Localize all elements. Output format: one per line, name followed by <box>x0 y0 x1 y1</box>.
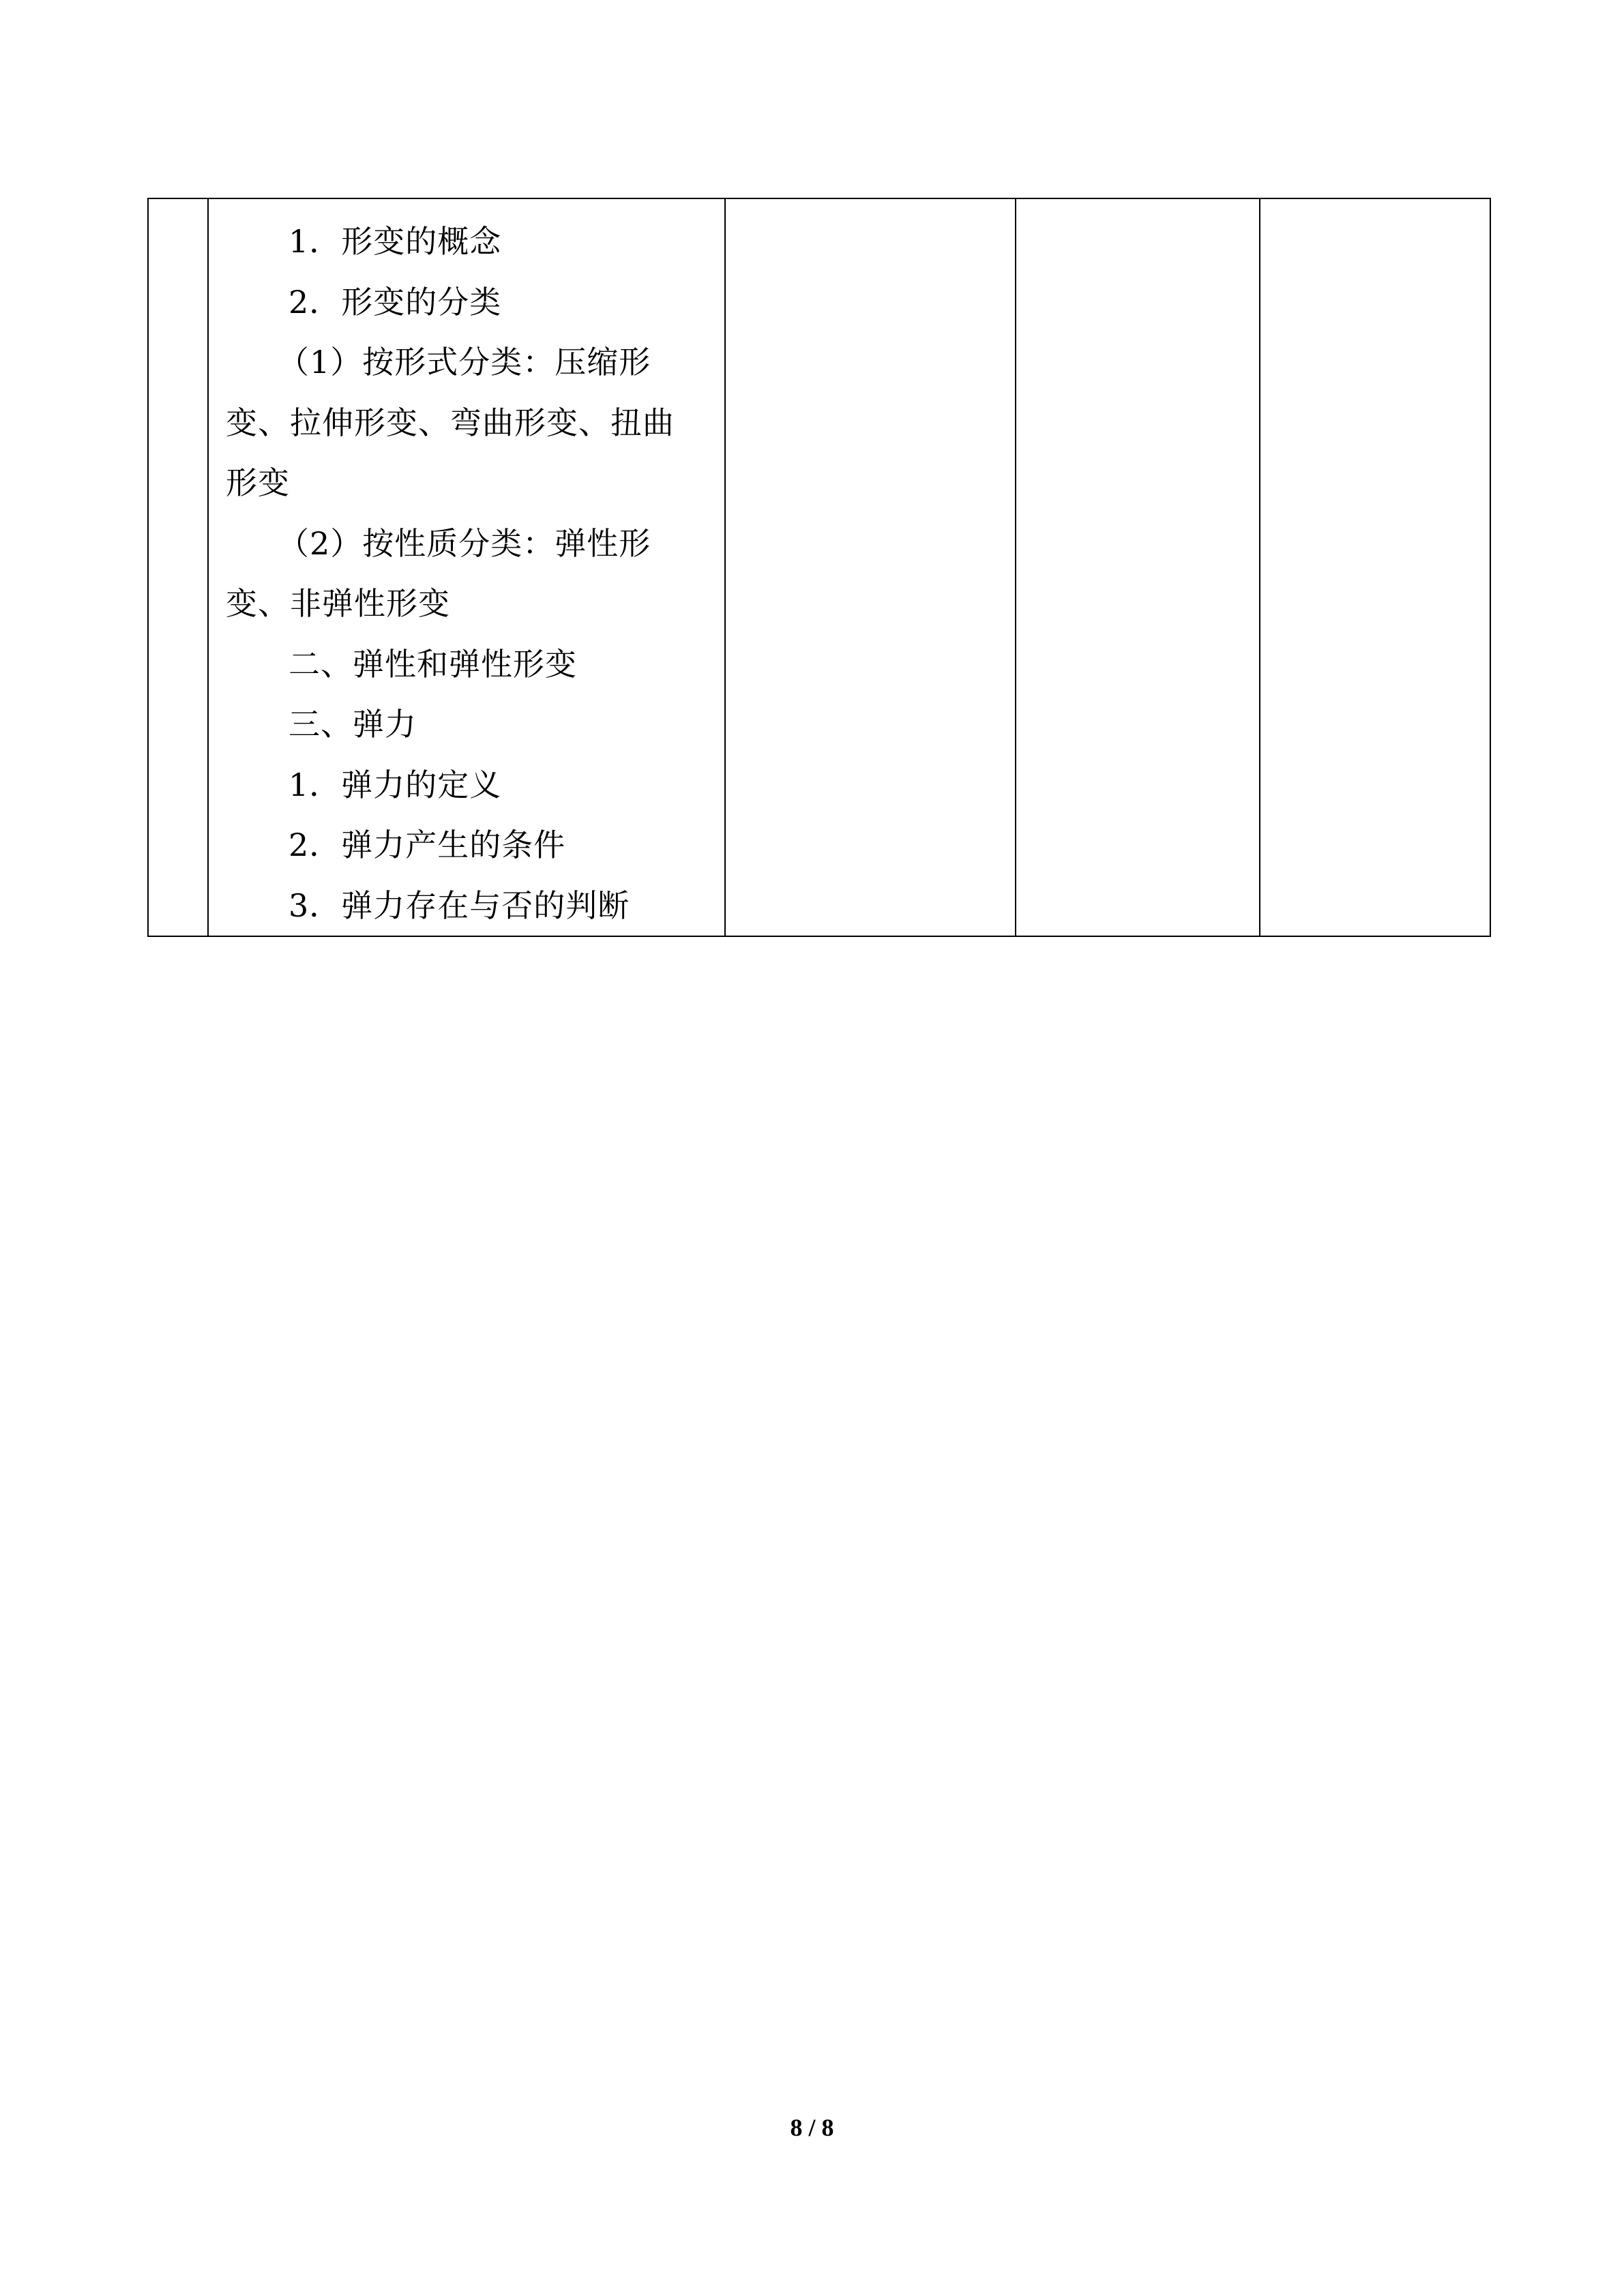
text-line: 变、拉伸形变、弯曲形变、扭曲 <box>226 404 675 441</box>
table-cell-empty <box>148 198 208 936</box>
table-cell-empty <box>1260 198 1490 936</box>
text-line: 二、弹性和弹性形变 <box>289 645 577 683</box>
text-line: （1）按形式分类：压缩形 <box>278 344 651 381</box>
page-number: 8 / 8 <box>790 2114 834 2141</box>
text-line: 1．弹力的定义 <box>289 766 502 803</box>
table-cell-empty <box>725 198 1016 936</box>
text-line: 形变 <box>226 464 290 501</box>
text-line: 三、弹力 <box>289 706 417 743</box>
table-cell-empty <box>1016 198 1260 936</box>
table-cell-content <box>208 198 725 936</box>
text-line: 2．弹力产生的条件 <box>289 826 566 863</box>
text-line: 3．弹力存在与否的判断 <box>289 886 630 924</box>
lesson-table <box>147 198 1491 937</box>
text-line: （2）按性质分类：弹性形 <box>278 524 651 562</box>
table-row <box>148 198 1490 936</box>
text-line: 1．形变的概念 <box>289 223 502 260</box>
text-line: 变、非弹性形变 <box>226 585 450 622</box>
text-line: 2．形变的分类 <box>289 283 502 320</box>
